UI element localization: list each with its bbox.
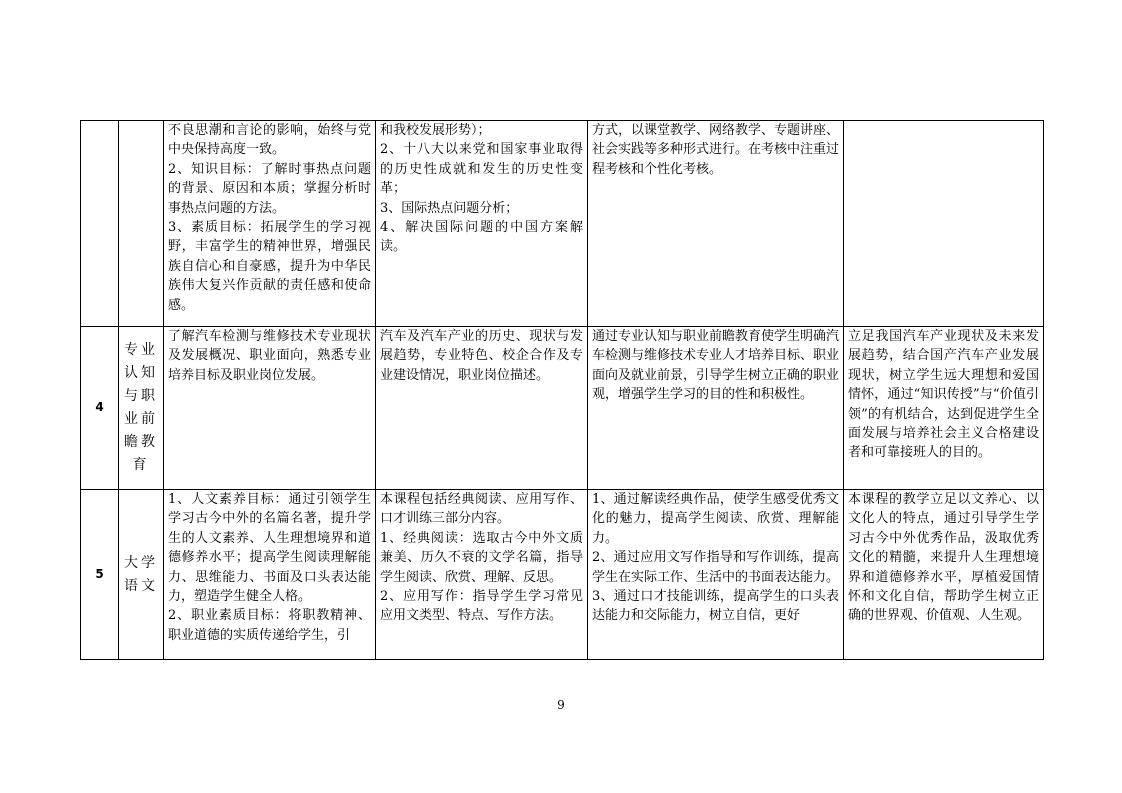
table-row	[81, 490, 1044, 660]
objective-text: 了解汽车检测与维修技术专业现状及发展概况、职业面向，熟悉专业培养目标及职业岗位发展。	[168, 329, 371, 383]
content-text: 3、国际热点问题分析；	[380, 200, 519, 216]
objective-text: 3、素质目标：拓展学生的学习视野，丰富学生的精神世界，增强民族自信心和自豪感，提升为中华民族伟大复兴作贡献的责任感和使命感。	[168, 220, 371, 313]
course-number-cell: 4	[81, 327, 119, 490]
ideology-cell	[844, 490, 1044, 660]
course-name-cell	[119, 121, 164, 327]
objectives-cell	[164, 121, 376, 327]
objective-text: 2、知识目标：了解时事热点问题的背景、原因和本质；掌握分析时事热点问题的方法。	[168, 161, 371, 216]
content-cell	[376, 121, 588, 327]
method-cell	[588, 327, 844, 490]
objective-text: 不良思潮和言论的影响，始终与党中央保持高度一致。	[168, 123, 371, 158]
ideology-cell	[844, 327, 1044, 490]
method-text: 1、通过解读经典作品，使学生感受优秀文化的魅力，提高学生阅读、欣赏、理解能力。	[592, 492, 839, 546]
content-cell	[376, 327, 588, 490]
content-text: 2、应用写作：指导学生学习常见应用文类型、特点、写作方法。	[380, 589, 583, 624]
course-name-cell: 专业认知与职业前瞻教育	[119, 327, 164, 490]
ideology-text: 本课程的教学立足以文养心、以文化人的特点，通过引导学生学习古今中外优秀作品，汲取优秀文化的精髓，来提升人生理想境界和道德修养水平，厚植爱国情怀和文化自信，帮助学生树立正确的世界观、价值观、人生观。	[848, 492, 1039, 624]
table-row	[81, 121, 1044, 327]
ideology-cell	[844, 121, 1044, 327]
content-text: 汽车及汽车产业的历史、现状与发展趋势，专业特色、校企合作及专业建设情况，职业岗位描述。	[380, 329, 583, 383]
content-text: 4、解决国际问题的中国方案解读。	[380, 220, 583, 255]
method-text: 2、通过应用文写作指导和写作训练，提高学生在实际工作、生活中的书面表达能力。	[592, 550, 840, 585]
content-text: 和我校发展形势）；	[380, 123, 491, 138]
course-name-cell: 大学语文	[119, 490, 164, 660]
course-number-cell: 5	[81, 490, 119, 660]
objectives-cell	[164, 490, 376, 660]
method-text: 方式，以课堂教学、网络教学、专题讲座、社会实践等多种形式进行。在考核中注重过程考核和个性化考核。	[592, 123, 840, 177]
content-cell	[376, 490, 588, 660]
content-text: 1、经典阅读：选取古今中外文质兼美、历久不衰的文学名篇，指导学生阅读、欣赏、理解、反思。	[380, 530, 583, 585]
objective-text: 2、职业素质目标：将职教精神、职业道德的实质传递给学生，引	[168, 608, 371, 643]
objectives-cell	[164, 327, 376, 490]
page-number: 9	[557, 698, 565, 712]
content-text: 本课程包括经典阅读、应用写作、口才训练三部分内容。	[380, 492, 583, 527]
table-row	[81, 327, 1044, 490]
ideology-text: 立足我国汽车产业现状及未来发展趋势，结合国产汽车产业发展现状，树立学生远大理想和爱国情怀，通过“知识传授”与“价值引领”的有机结合，达到促进学生全面发展与培养社会主义合格建设者和可靠接班人的目的。	[848, 329, 1039, 461]
objective-text: 1、人文素养目标：通过引领学生学习古今中外的名篇名著，提升学生的人文素养、人生理想境界和道德修养水平；提高学生阅读理解能力、思维能力、书面及口头表达能力，塑造学生健全人格。	[168, 492, 371, 605]
content-text: 2、十八大以来党和国家事业取得的历史性成就和发生的历史性变革；	[380, 142, 583, 197]
method-text: 3、通过口才技能训练，提高学生的口头表达能力和交际能力，树立自信，更好	[592, 589, 839, 624]
course-number-cell	[81, 121, 119, 327]
method-cell	[588, 490, 844, 660]
method-text: 通过专业认知与职业前瞻教育使学生明确汽车检测与维修技术专业人才培养目标、职业面向及就业前景，引导学生树立正确的职业观，增强学生学习的目的性和积极性。	[592, 329, 840, 403]
method-cell	[588, 121, 844, 327]
curriculum-table	[80, 120, 1044, 660]
